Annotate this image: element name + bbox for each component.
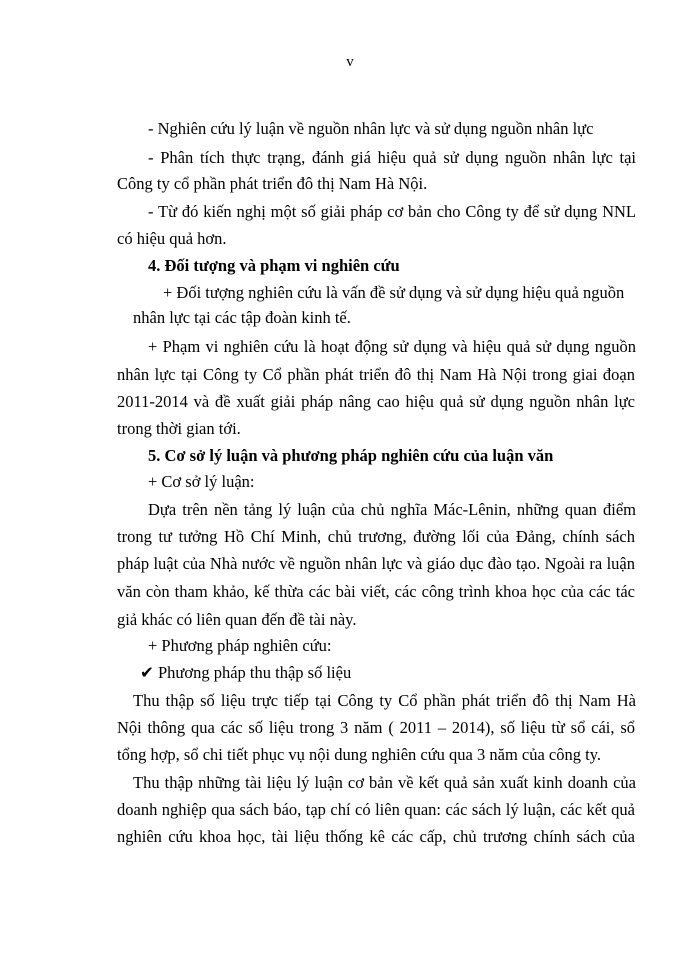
checklist-item-label: Phương pháp thu thập số liệu	[158, 663, 352, 682]
text-line: nghiên cứu khoa học, tài liệu thống kê các cấp, chủ trương chính sách của	[117, 827, 635, 846]
checkmark-icon: ✔	[140, 663, 154, 682]
text-line: có hiệu quả hơn.	[117, 229, 227, 248]
text-line: trong thời gian tới.	[117, 419, 241, 438]
section-heading: 4. Đối tượng và phạm vi nghiên cứu	[148, 256, 400, 275]
text-line: Thu thập những tài liệu lý luận cơ bản về kết quả sản xuất kinh doanh của	[133, 773, 636, 792]
text-line: - Nghiên cứu lý luận về nguồn nhân lực và sử dụng nguồn nhân lực	[148, 119, 594, 138]
text-line: giả khác có liên quan đến đề tài này.	[117, 610, 357, 629]
text-line: + Cơ sở lý luận:	[148, 472, 255, 491]
page-number: v	[346, 54, 354, 70]
text-line: Thu thập số liệu trực tiếp tại Công ty Cổ phần phát triển đô thị Nam Hà	[133, 691, 636, 710]
checklist-item	[140, 662, 658, 684]
text-line: - Phân tích thực trạng, đánh giá hiệu quả sử dụng nguồn nhân lực tại	[148, 148, 636, 167]
text-line: - Từ đó kiến nghị một số giải pháp cơ bản cho Công ty để sử dụng NNL	[148, 202, 636, 221]
text-line: 2011-2014 và đề xuất giải pháp nâng cao hiệu quả sử dụng nguồn nhân lực	[117, 392, 635, 411]
text-line: + Phương pháp nghiên cứu:	[148, 636, 332, 655]
text-line: Dựa trên nền tảng lý luận của chủ nghĩa Mác-Lênin, những quan điểm	[148, 500, 636, 519]
text-line: pháp luật của Nhà nước về nguồn nhân lực và giáo dục đào tạo. Ngoài ra luận	[117, 554, 635, 573]
text-line: doanh nghiệp qua sách báo, tạp chí có liên quan: các sách lý luận, các kết quả	[117, 800, 635, 819]
text-line: + Phạm vi nghiên cứu là hoạt động sử dụng và hiệu quả sử dụng nguồn	[148, 337, 636, 356]
text-line: tổng hợp, sổ chi tiết phục vụ nội dung nghiên cứu qua 3 năm của công ty.	[117, 745, 602, 764]
text-line: + Đối tượng nghiên cứu là vấn đề sử dụng và sử dụng hiệu quả nguồn	[163, 283, 625, 302]
text-line: nhân lực tại Công ty Cổ phần phát triển đô thị Nam Hà Nội trong giai đoạn	[117, 365, 635, 384]
text-line: Công ty cổ phần phát triển đô thị Nam Hà Nội.	[117, 174, 428, 193]
section-heading: 5. Cơ sở lý luận và phương pháp nghiên cứu của luận văn	[148, 446, 554, 465]
text-line: văn còn tham khảo, kế thừa các bài viết, các công trình khoa học của các tác	[117, 582, 635, 601]
text-line: trong tư tưởng Hồ Chí Minh, chủ trương, đường lối của Đảng, chính sách	[117, 527, 635, 546]
text-line: Nội thông qua các số liệu trong 3 năm ( 2011 – 2014), số liệu từ sổ cái, sổ	[117, 718, 635, 737]
text-line: nhân lực tại các tập đoàn kinh tế.	[133, 308, 351, 327]
